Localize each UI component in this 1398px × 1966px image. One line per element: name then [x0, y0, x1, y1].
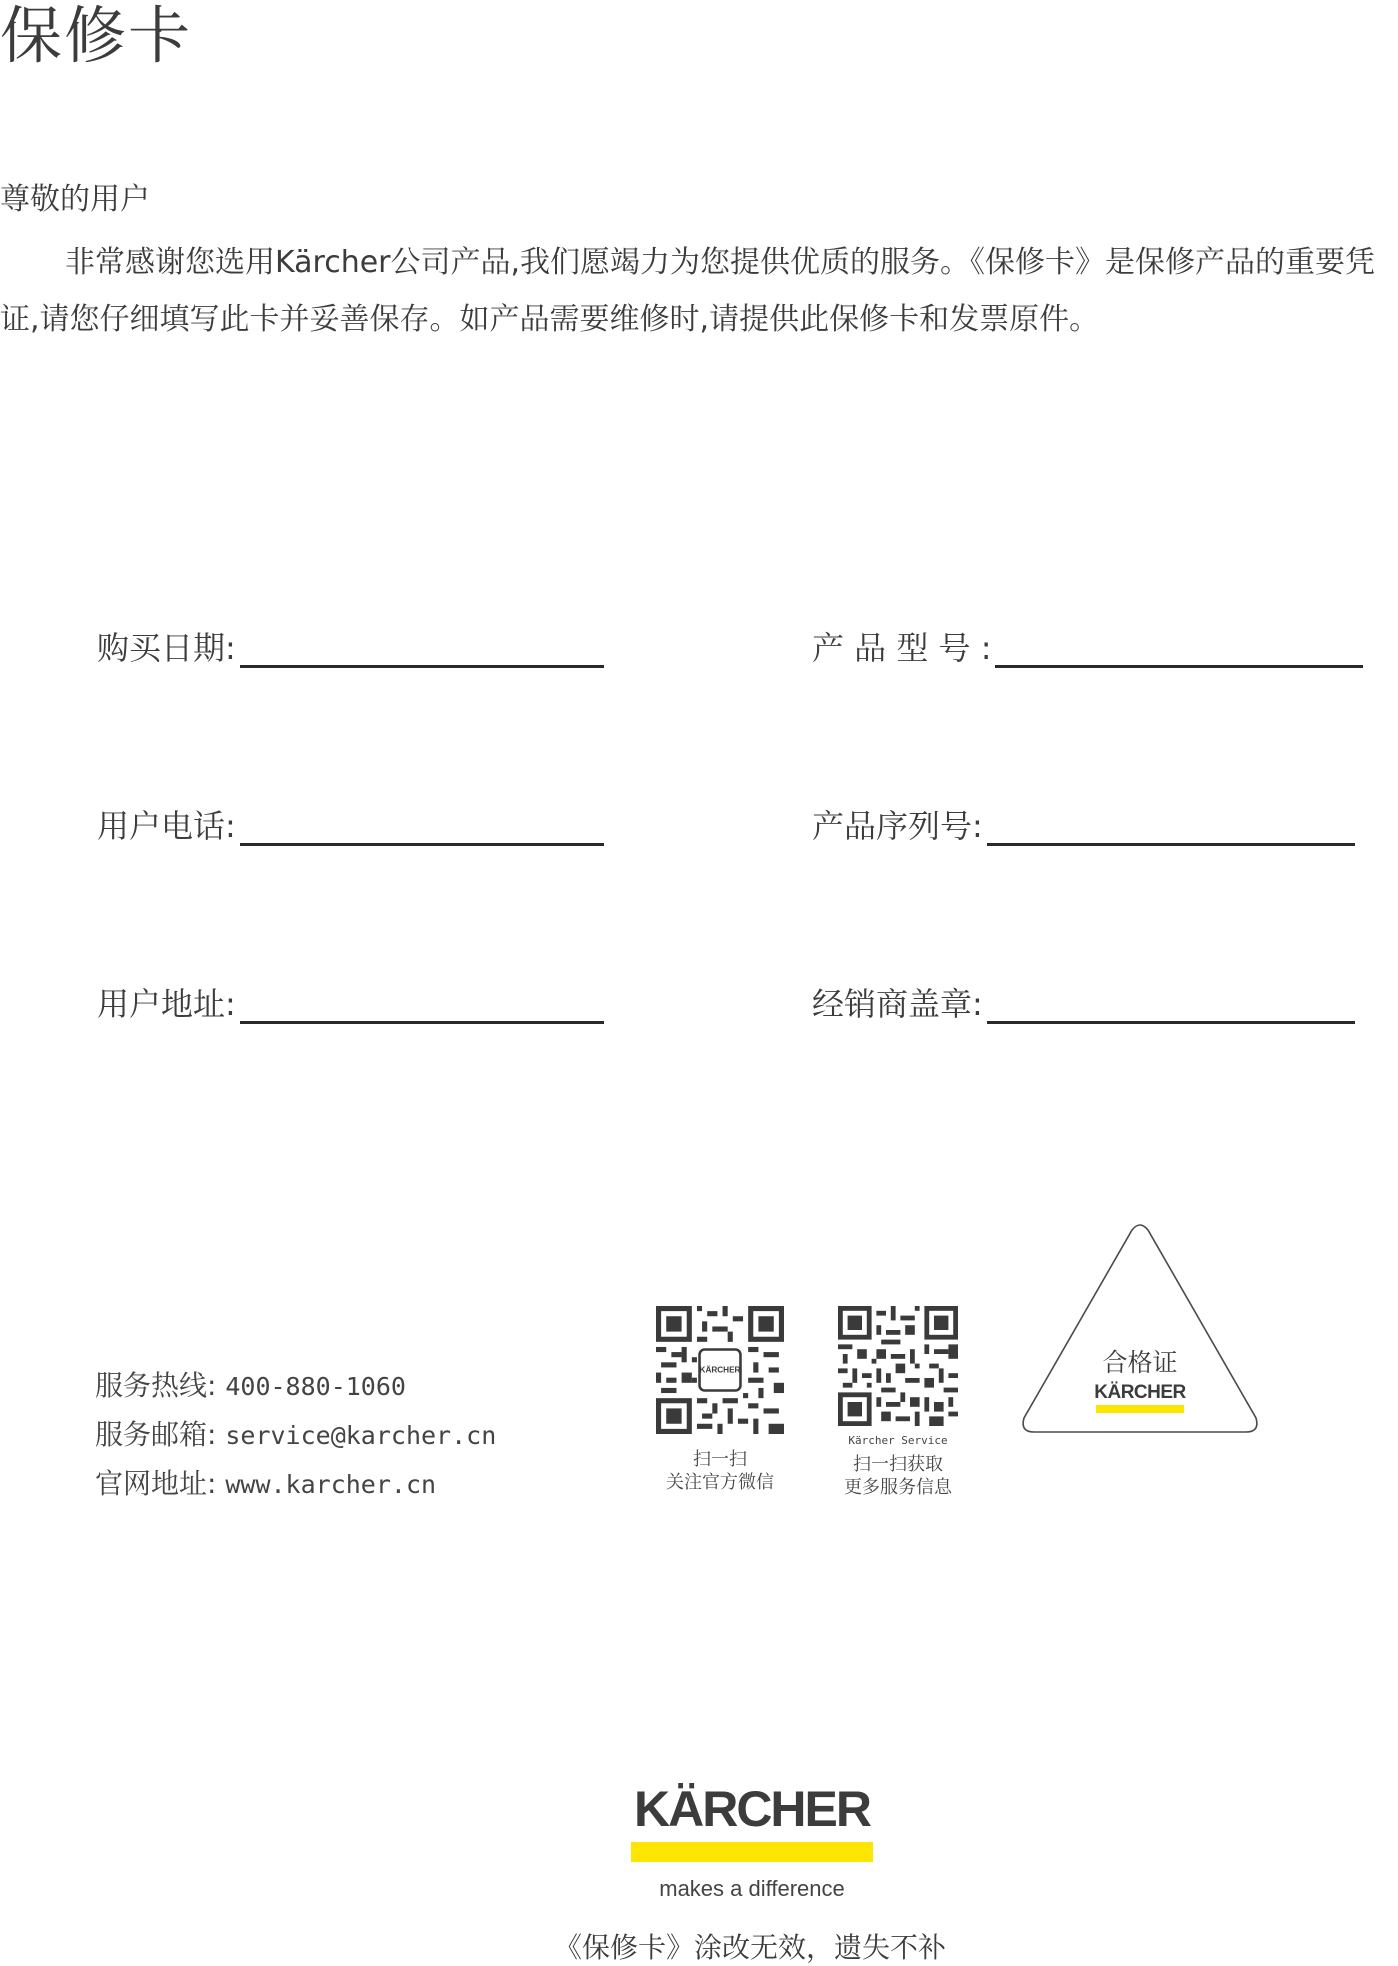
field-underline[interactable] [995, 635, 1363, 668]
qr-caption-line1: 扫一扫获取 [853, 1454, 943, 1475]
field-underline[interactable] [240, 991, 604, 1024]
hotline-label: 服务热线: [95, 1369, 217, 1402]
field-label: 产品序列号: [812, 807, 983, 845]
field-label: 经销商盖章: [812, 985, 983, 1023]
field-product-serial[interactable] [812, 806, 1355, 846]
field-label: 购买日期: [97, 629, 236, 667]
qr-code-icon [838, 1306, 958, 1426]
website-value[interactable]: www.karcher.cn [225, 1470, 437, 1499]
field-underline[interactable] [987, 813, 1355, 846]
field-purchase-date[interactable] [97, 628, 604, 668]
website-label: 官网地址: [95, 1467, 217, 1500]
greeting: 尊敬的用户 [0, 182, 150, 217]
field-dealer-stamp[interactable] [812, 984, 1355, 1024]
qr-service[interactable] [838, 1306, 958, 1499]
field-underline[interactable] [240, 635, 604, 668]
qr-caption-line1: 扫一扫 [693, 1449, 747, 1470]
footer-note: 《保修卡》涂改无效，遗失不补 [553, 1931, 946, 1964]
field-user-address[interactable] [97, 984, 604, 1024]
qr-official[interactable] [656, 1306, 784, 1494]
brand-slogan: makes a difference [659, 1876, 845, 1901]
qr-subtitle: Kärcher Service [848, 1434, 948, 1447]
qr-caption-line2: 关注官方微信 [666, 1472, 774, 1493]
certificate-label: 合格证 [1102, 1348, 1178, 1377]
field-label: 用户地址: [97, 985, 236, 1023]
email-label: 服务邮箱: [95, 1418, 217, 1451]
field-label: 产 品 型 号 : [812, 629, 992, 667]
contact-website [95, 1466, 436, 1503]
certificate-brand-bar [1096, 1405, 1184, 1413]
certificate-sticker [1020, 1222, 1260, 1438]
brand-wordmark: KÄRCHER [634, 1781, 870, 1837]
field-user-phone[interactable] [97, 806, 604, 846]
field-product-model[interactable] [812, 628, 1363, 668]
certificate-brand: KÄRCHER [1094, 1382, 1186, 1403]
hotline-value: 400-880-1060 [225, 1372, 406, 1401]
intro-paragraph: 非常感谢您选用Kärcher公司产品,我们愿竭力为您提供优质的服务。《保修卡》是保修产品的重要凭证,请您仔细填写此卡并妥善保存。如产品需要维修时,请提供此保修卡和发票原件。 [0, 245, 1376, 337]
email-value[interactable]: service@karcher.cn [225, 1421, 497, 1450]
brand-logo [600, 1780, 904, 1902]
qr-badge: KÄRCHER [699, 1365, 741, 1375]
field-label: 用户电话: [97, 807, 236, 845]
qr-code-icon [656, 1306, 784, 1434]
brand-yellow-bar [631, 1842, 873, 1862]
contact-email [95, 1417, 496, 1454]
field-underline[interactable] [240, 813, 604, 846]
contact-hotline [95, 1368, 406, 1405]
field-underline[interactable] [987, 991, 1355, 1024]
page-title: 保修卡 [0, 0, 193, 72]
qr-caption-line2: 更多服务信息 [844, 1477, 952, 1498]
